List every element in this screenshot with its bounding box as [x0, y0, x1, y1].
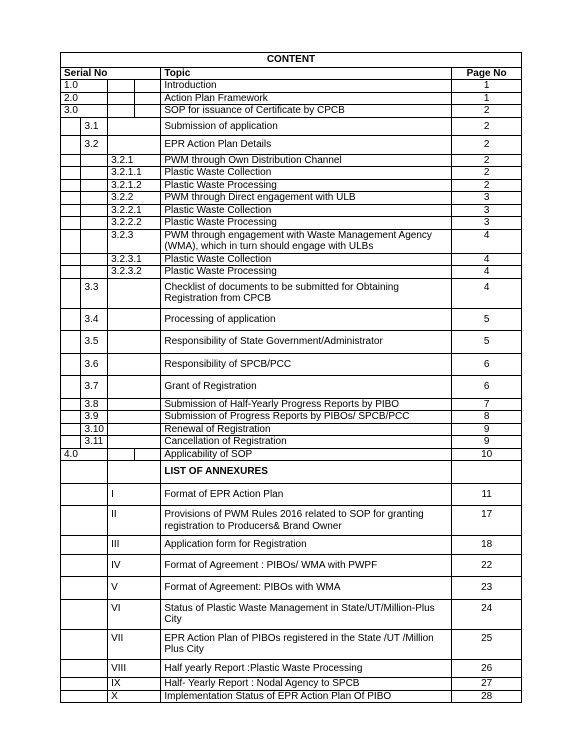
empty-cell [81, 253, 108, 266]
empty-cell [108, 92, 135, 105]
serial-cell: 3.5 [81, 331, 108, 354]
table-row [61, 423, 522, 436]
serial-cell: 3.11 [81, 436, 108, 449]
annexure-title: LIST OF ANNEXURES [161, 461, 452, 484]
empty-cell [61, 461, 108, 484]
empty-cell [108, 308, 161, 331]
table-row [61, 229, 522, 253]
empty-cell [61, 376, 81, 399]
topic-cell: Plastic Waste Processing [161, 179, 452, 192]
table-row [61, 167, 522, 180]
empty-cell [61, 436, 81, 449]
topic-cell: Submission of application [161, 117, 452, 136]
topic-cell: SOP for issuance of Certificate by CPCB [161, 105, 452, 118]
annexure-page: 24 [452, 599, 522, 629]
page-cell: 2 [452, 179, 522, 192]
empty-cell [108, 278, 161, 308]
annexure-topic: Half- Yearly Report : Nodal Agency to SPCB [161, 678, 452, 691]
annexure-topic: Format of Agreement : PIBOs/ WMA with PWPF [161, 554, 452, 577]
topic-cell: Responsibility of State Government/Administrator [161, 331, 452, 354]
topic-cell: Applicability of SOP [161, 448, 452, 461]
table-row [61, 136, 522, 155]
topic-cell: Plastic Waste Processing [161, 266, 452, 279]
empty-cell [61, 117, 81, 136]
page-cell: 8 [452, 411, 522, 424]
annexure-page: 18 [452, 536, 522, 555]
annexure-page: 11 [452, 483, 522, 506]
serial-cell: 3.8 [81, 398, 108, 411]
annexure-number: IV [108, 554, 161, 577]
empty-cell [81, 154, 108, 167]
annexure-topic: Application form for Registration [161, 536, 452, 555]
page-cell: 2 [452, 167, 522, 180]
empty-cell [108, 80, 135, 93]
page-cell: 9 [452, 423, 522, 436]
page-cell: 7 [452, 398, 522, 411]
table-row [61, 80, 522, 93]
table-row [61, 411, 522, 424]
empty-cell [81, 229, 108, 253]
empty-cell [108, 376, 161, 399]
empty-cell [134, 92, 161, 105]
annexure-number: II [108, 506, 161, 536]
table-header-row [61, 67, 522, 80]
page-cell: 5 [452, 308, 522, 331]
page-cell: 4 [452, 266, 522, 279]
annexure-number: I [108, 483, 161, 506]
page-cell: 3 [452, 192, 522, 205]
empty-cell [81, 204, 108, 217]
header-topic: Topic [161, 67, 452, 80]
page-cell: 3 [452, 204, 522, 217]
page-cell: 9 [452, 436, 522, 449]
table-row [61, 376, 522, 399]
table-row [61, 154, 522, 167]
annexure-row [61, 690, 522, 703]
empty-cell [61, 217, 81, 230]
table-row [61, 179, 522, 192]
contents-table [60, 52, 522, 703]
page-cell: 3 [452, 217, 522, 230]
topic-cell: Plastic Waste Processing [161, 217, 452, 230]
topic-cell: PWM through engagement with Waste Management Agency (WMA), which in turn should engage with ULBs [161, 229, 452, 253]
empty-cell [61, 331, 81, 354]
empty-cell [61, 308, 81, 331]
serial-cell: 3.2.1.1 [108, 167, 161, 180]
empty-cell [452, 461, 522, 484]
page-cell: 1 [452, 92, 522, 105]
page-cell: 4 [452, 229, 522, 253]
topic-cell: Plastic Waste Collection [161, 204, 452, 217]
empty-cell [61, 253, 81, 266]
serial-cell: 3.2.2.2 [108, 217, 161, 230]
empty-cell [61, 204, 81, 217]
empty-cell [61, 398, 81, 411]
serial-cell: 3.2.3.2 [108, 266, 161, 279]
annexure-row [61, 536, 522, 555]
annexure-topic: Provisions of PWM Rules 2016 related to SOP for granting registration to Producers& Brand Owner [161, 506, 452, 536]
page-cell: 2 [452, 117, 522, 136]
topic-cell: Plastic Waste Collection [161, 167, 452, 180]
empty-cell [81, 167, 108, 180]
empty-cell [61, 690, 108, 703]
empty-cell [61, 423, 81, 436]
annexure-row [61, 678, 522, 691]
serial-cell: 3.2.1.2 [108, 179, 161, 192]
empty-cell [134, 105, 161, 118]
empty-cell [61, 167, 81, 180]
serial-cell: 3.2.1 [108, 154, 161, 167]
empty-cell [81, 217, 108, 230]
table-row [61, 308, 522, 331]
topic-cell: Grant of Registration [161, 376, 452, 399]
serial-cell: 3.2.2.1 [108, 204, 161, 217]
table-row [61, 217, 522, 230]
annexure-number: X [108, 690, 161, 703]
page-cell: 6 [452, 376, 522, 399]
topic-cell: Responsibility of SPCB/PCC [161, 353, 452, 376]
topic-cell: Action Plan Framework [161, 92, 452, 105]
annexure-topic: Implementation Status of EPR Action Plan Of PIBO [161, 690, 452, 703]
annexure-page: 23 [452, 577, 522, 600]
empty-cell [108, 398, 161, 411]
empty-cell [108, 461, 161, 484]
table-row [61, 204, 522, 217]
serial-cell: 3.2.2 [108, 192, 161, 205]
annexure-page: 25 [452, 629, 522, 659]
topic-cell: Renewal of Registration [161, 423, 452, 436]
serial-cell: 4.0 [61, 448, 108, 461]
page-cell: 4 [452, 278, 522, 308]
page-cell: 10 [452, 448, 522, 461]
empty-cell [61, 536, 108, 555]
table-row [61, 436, 522, 449]
header-serial: Serial No [61, 67, 161, 80]
empty-cell [108, 105, 135, 118]
empty-cell [61, 577, 108, 600]
serial-cell: 2.0 [61, 92, 108, 105]
annexure-title-row [61, 461, 522, 484]
annexure-row [61, 599, 522, 629]
contents-document [60, 52, 522, 703]
table-row [61, 353, 522, 376]
empty-cell [61, 278, 81, 308]
table-row [61, 192, 522, 205]
serial-cell: 3.9 [81, 411, 108, 424]
annexure-page: 22 [452, 554, 522, 577]
annexure-row [61, 483, 522, 506]
page-cell: 2 [452, 154, 522, 167]
empty-cell [61, 599, 108, 629]
page-cell: 2 [452, 105, 522, 118]
table-row [61, 105, 522, 118]
empty-cell [61, 179, 81, 192]
empty-cell [108, 331, 161, 354]
serial-cell: 3.7 [81, 376, 108, 399]
empty-cell [61, 353, 81, 376]
empty-cell [108, 411, 161, 424]
header-page: Page No [452, 67, 522, 80]
empty-cell [108, 436, 161, 449]
empty-cell [108, 136, 161, 155]
empty-cell [61, 192, 81, 205]
annexure-row [61, 554, 522, 577]
serial-cell: 3.10 [81, 423, 108, 436]
empty-cell [108, 353, 161, 376]
table-row [61, 398, 522, 411]
empty-cell [61, 629, 108, 659]
serial-cell: 3.2.3 [108, 229, 161, 253]
topic-cell: PWM through Direct engagement with ULB [161, 192, 452, 205]
page-cell: 2 [452, 136, 522, 155]
empty-cell [61, 678, 108, 691]
annexure-page: 27 [452, 678, 522, 691]
topic-cell: PWM through Own Distribution Channel [161, 154, 452, 167]
empty-cell [61, 506, 108, 536]
annexure-topic: Format of Agreement: PIBOs with WMA [161, 577, 452, 600]
topic-cell: Introduction [161, 80, 452, 93]
page-cell: 5 [452, 331, 522, 354]
serial-cell: 3.4 [81, 308, 108, 331]
annexure-page: 26 [452, 659, 522, 678]
empty-cell [61, 136, 81, 155]
serial-cell: 1.0 [61, 80, 108, 93]
empty-cell [61, 411, 81, 424]
empty-cell [61, 266, 81, 279]
annexure-row [61, 629, 522, 659]
table-row [61, 117, 522, 136]
serial-cell: 3.0 [61, 105, 108, 118]
table-row [61, 266, 522, 279]
topic-cell: Submission of Progress Reports by PIBOs/ SPCB/PCC [161, 411, 452, 424]
empty-cell [61, 483, 108, 506]
page-cell: 4 [452, 253, 522, 266]
empty-cell [81, 266, 108, 279]
annexure-number: VI [108, 599, 161, 629]
serial-cell: 3.6 [81, 353, 108, 376]
annexure-topic: Half yearly Report :Plastic Waste Processing [161, 659, 452, 678]
annexure-topic: Format of EPR Action Plan [161, 483, 452, 506]
topic-cell: Processing of application [161, 308, 452, 331]
annexure-topic: EPR Action Plan of PIBOs registered in the State /UT /Million Plus City [161, 629, 452, 659]
annexure-row [61, 659, 522, 678]
empty-cell [134, 80, 161, 93]
empty-cell [108, 423, 161, 436]
page-cell: 6 [452, 353, 522, 376]
table-row [61, 253, 522, 266]
page-cell: 1 [452, 80, 522, 93]
empty-cell [61, 659, 108, 678]
annexure-row [61, 506, 522, 536]
empty-cell [108, 117, 161, 136]
topic-cell: Checklist of documents to be submitted for Obtaining Registration from CPCB [161, 278, 452, 308]
annexure-number: III [108, 536, 161, 555]
annexure-topic: Status of Plastic Waste Management in State/UT/Million-Plus City [161, 599, 452, 629]
table-title: CONTENT [61, 53, 522, 68]
empty-cell [108, 448, 135, 461]
annexure-number: V [108, 577, 161, 600]
annexure-page: 17 [452, 506, 522, 536]
empty-cell [81, 192, 108, 205]
empty-cell [81, 179, 108, 192]
topic-cell: Submission of Half-Yearly Progress Reports by PIBO [161, 398, 452, 411]
annexure-number: IX [108, 678, 161, 691]
table-row [61, 92, 522, 105]
empty-cell [61, 154, 81, 167]
table-title-row [61, 53, 522, 68]
serial-cell: 3.3 [81, 278, 108, 308]
empty-cell [61, 229, 81, 253]
table-row [61, 448, 522, 461]
table-row [61, 331, 522, 354]
annexure-number: VII [108, 629, 161, 659]
annexure-row [61, 577, 522, 600]
annexure-number: VIII [108, 659, 161, 678]
serial-cell: 3.2 [81, 136, 108, 155]
serial-cell: 3.1 [81, 117, 108, 136]
empty-cell [134, 448, 161, 461]
annexure-page: 28 [452, 690, 522, 703]
topic-cell: EPR Action Plan Details [161, 136, 452, 155]
table-row [61, 278, 522, 308]
topic-cell: Plastic Waste Collection [161, 253, 452, 266]
serial-cell: 3.2.3.1 [108, 253, 161, 266]
topic-cell: Cancellation of Registration [161, 436, 452, 449]
empty-cell [61, 554, 108, 577]
